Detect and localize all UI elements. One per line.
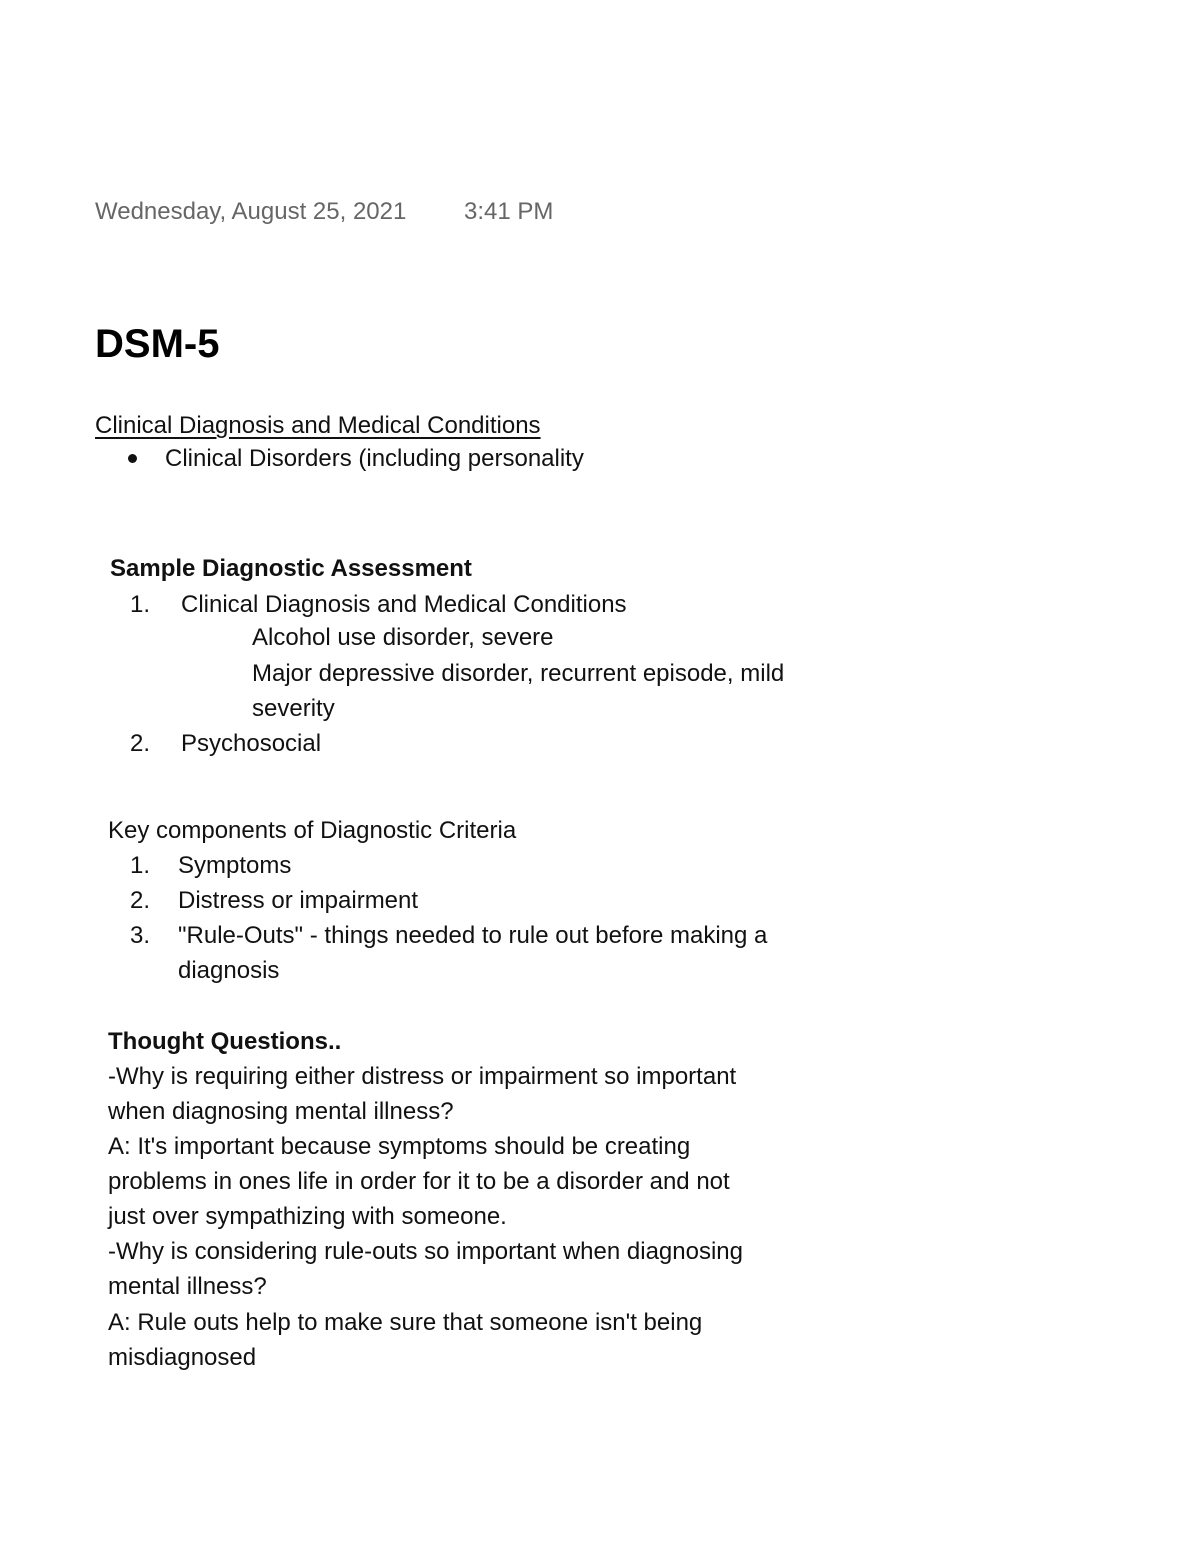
- list-subitem: severity: [252, 695, 335, 722]
- list-number: 3.: [129, 922, 150, 949]
- paragraph-line: -Why is requiring either distress or impairment so important: [108, 1063, 737, 1090]
- list-item: Clinical Disorders (including personality: [165, 445, 584, 472]
- section-heading-clinical: Clinical Diagnosis and Medical Conditions: [95, 412, 541, 439]
- paragraph-line: just over sympathizing with someone.: [108, 1203, 507, 1230]
- paragraph-line: A: Rule outs help to make sure that someone isn't being: [108, 1309, 703, 1336]
- section-heading-sample: Sample Diagnostic Assessment: [110, 555, 472, 582]
- list-subitem: Alcohol use disorder, severe: [252, 624, 554, 651]
- section-heading-key-components: Key components of Diagnostic Criteria: [108, 817, 517, 844]
- list-subitem: Major depressive disorder, recurrent episode, mild: [252, 660, 785, 687]
- list-item: Clinical Diagnosis and Medical Conditions: [181, 591, 627, 618]
- note-time: 3:41 PM: [464, 198, 554, 225]
- bullet-dot: [128, 454, 137, 463]
- paragraph-line: problems in ones life in order for it to be a disorder and not: [108, 1168, 730, 1195]
- paragraph-line: mental illness?: [108, 1273, 267, 1300]
- list-item: Distress or impairment: [178, 887, 419, 914]
- list-item: Symptoms: [178, 852, 292, 879]
- list-item: Psychosocial: [181, 730, 322, 757]
- section-heading-thought-questions: Thought Questions..: [108, 1028, 342, 1055]
- list-item-continuation: diagnosis: [178, 957, 280, 984]
- paragraph-line: misdiagnosed: [108, 1344, 257, 1371]
- list-number: 2.: [129, 730, 150, 757]
- paragraph-line: A: It's important because symptoms should be creating: [108, 1133, 691, 1160]
- list-number: 1.: [129, 591, 150, 618]
- list-number: 2.: [129, 887, 150, 914]
- note-date: Wednesday, August 25, 2021: [95, 198, 407, 225]
- paragraph-line: -Why is considering rule-outs so important when diagnosing: [108, 1238, 743, 1265]
- paragraph-line: when diagnosing mental illness?: [108, 1098, 454, 1125]
- list-item: "Rule-Outs" - things needed to rule out before making a: [178, 922, 768, 949]
- list-number: 1.: [129, 852, 150, 879]
- page-title: DSM-5: [95, 322, 220, 366]
